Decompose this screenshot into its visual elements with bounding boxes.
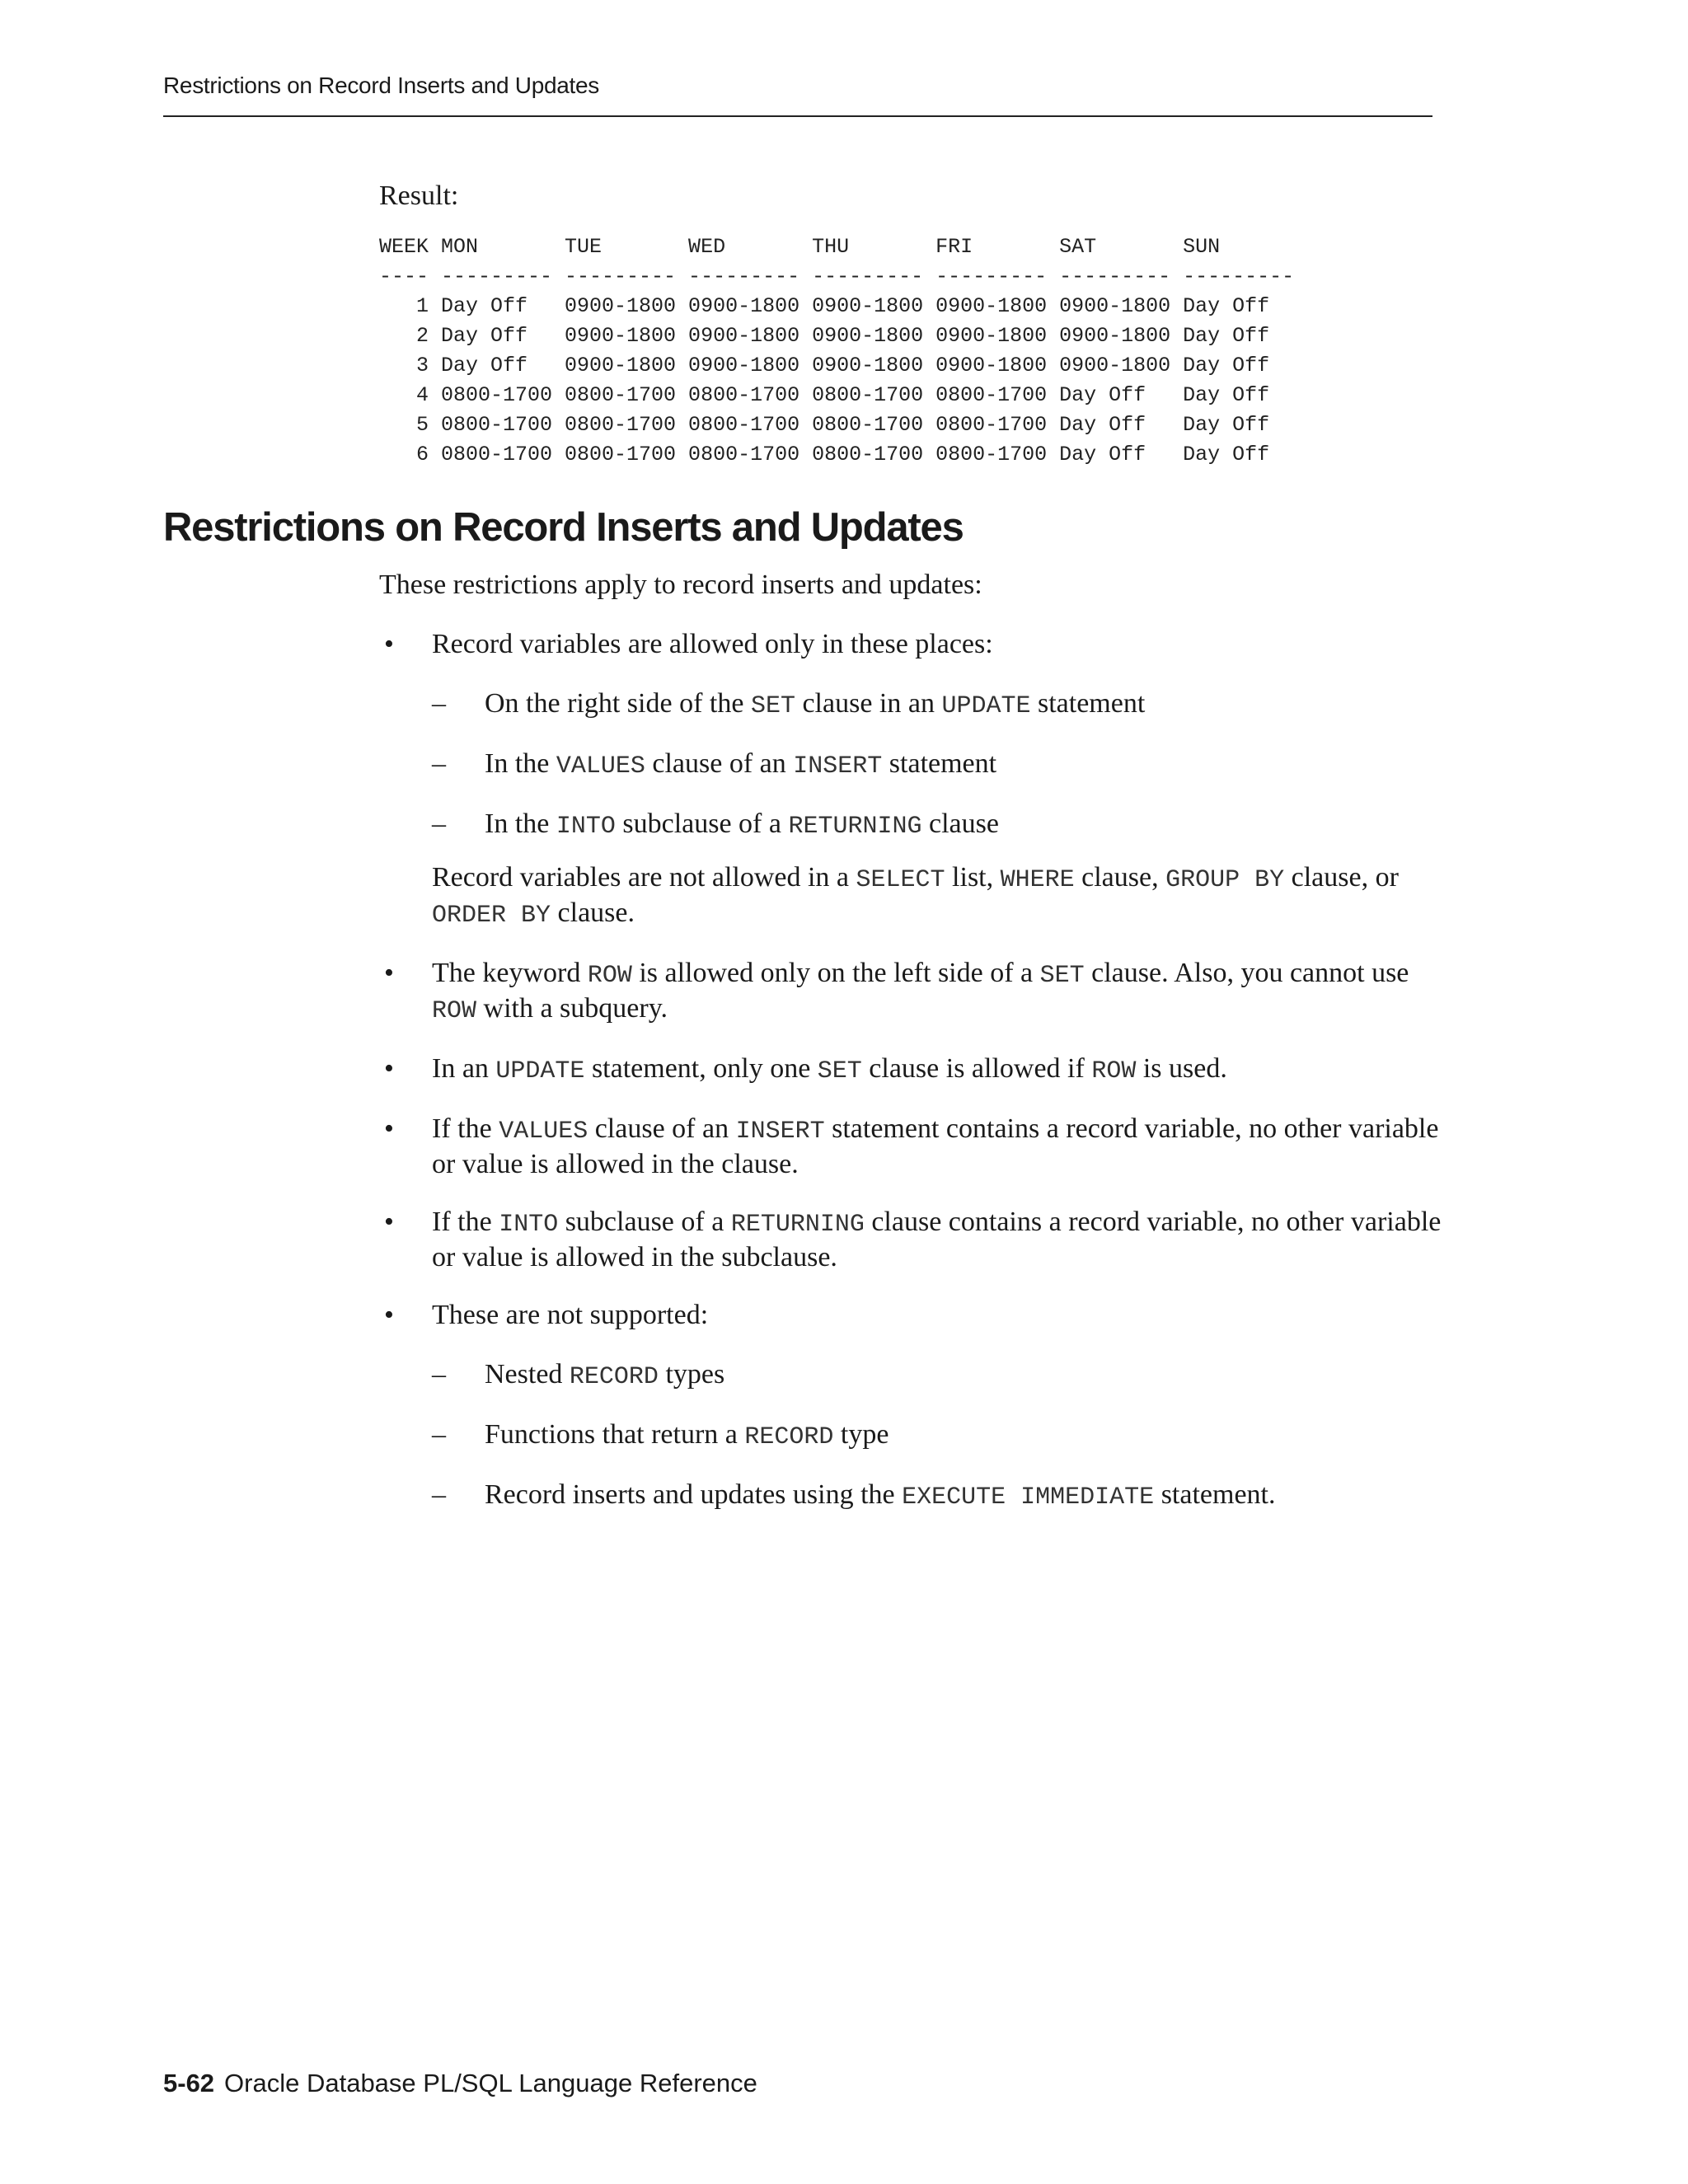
intro-paragraph: These restrictions apply to record inserts and updates: bbox=[379, 569, 982, 600]
header-rule bbox=[163, 115, 1432, 117]
output-line: 4 0800-1700 0800-1700 0800-1700 0800-1700 0800-1700 Day Off Day Off bbox=[379, 383, 1270, 407]
unsupported-list bbox=[432, 1358, 1442, 1514]
dash-item: – On the right side of the SET clause in an UPDATE statement bbox=[432, 687, 1442, 723]
bullet-item: • If the VALUES clause of an INSERT statement contains a record variable, no other variable or value is allowed in the clause. bbox=[379, 1113, 1442, 1181]
dash-item: – In the INTO subclause of a RETURNING clause bbox=[432, 808, 1442, 843]
bullet-text: Record variables are allowed only in these places: bbox=[432, 629, 993, 659]
page-footer bbox=[163, 2069, 757, 2098]
output-line: 2 Day Off 0900-1800 0900-1800 0900-1800 0900-1800 0900-1800 Day Off bbox=[379, 324, 1270, 348]
output-line: 5 0800-1700 0800-1700 0800-1700 0800-1700 0800-1700 Day Off Day Off bbox=[379, 413, 1270, 437]
bullet-item bbox=[379, 628, 1442, 932]
section-title: Restrictions on Record Inserts and Updates bbox=[163, 505, 964, 550]
dash-item: – Functions that return a RECORD type bbox=[432, 1418, 1442, 1454]
output-line: ---- --------- --------- --------- --------- --------- --------- --------- bbox=[379, 265, 1295, 288]
output-line: WEEK MON TUE WED THU FRI SAT SUN bbox=[379, 235, 1221, 259]
bullet-text: These are not supported: bbox=[432, 1300, 709, 1330]
bullet-item: • If the INTO subclause of a RETURNING clause contains a record variable, no other variable or value is allowed in the subclause. bbox=[379, 1206, 1442, 1274]
bullet-item: • In an UPDATE statement, only one SET clause is allowed if ROW is used. bbox=[379, 1052, 1442, 1088]
page-number: 5-62 bbox=[163, 2069, 215, 2097]
book-title: Oracle Database PL/SQL Language Reference bbox=[224, 2069, 757, 2097]
dash-item: – Nested RECORD types bbox=[432, 1358, 1442, 1394]
output-line: 6 0800-1700 0800-1700 0800-1700 0800-1700 0800-1700 Day Off Day Off bbox=[379, 443, 1270, 466]
allowed-places-list bbox=[432, 687, 1442, 843]
bullet-item bbox=[379, 1299, 1442, 1514]
output-line: 1 Day Off 0900-1800 0900-1800 0900-1800 0900-1800 0900-1800 Day Off bbox=[379, 294, 1270, 318]
restrictions-list bbox=[379, 628, 1442, 1514]
bullet-item: • The keyword ROW is allowed only on the left side of a SET clause. Also, you cannot use ROW with a subquery. bbox=[379, 957, 1442, 1028]
dash-item: – Record inserts and updates using the EXECUTE IMMEDIATE statement. bbox=[432, 1479, 1442, 1514]
query-output bbox=[379, 232, 1294, 470]
running-header: Restrictions on Record Inserts and Updates bbox=[163, 73, 599, 98]
section-body bbox=[379, 569, 1442, 1514]
output-line: 3 Day Off 0900-1800 0900-1800 0900-1800 0900-1800 0900-1800 Day Off bbox=[379, 354, 1270, 377]
dash-item: – In the VALUES clause of an INSERT statement bbox=[432, 748, 1442, 783]
note-paragraph: Record variables are not allowed in a SELECT list, WHERE clause, GROUP BY clause, or ORDER BY clause. bbox=[432, 862, 1399, 930]
result-label: Result: bbox=[379, 180, 459, 211]
